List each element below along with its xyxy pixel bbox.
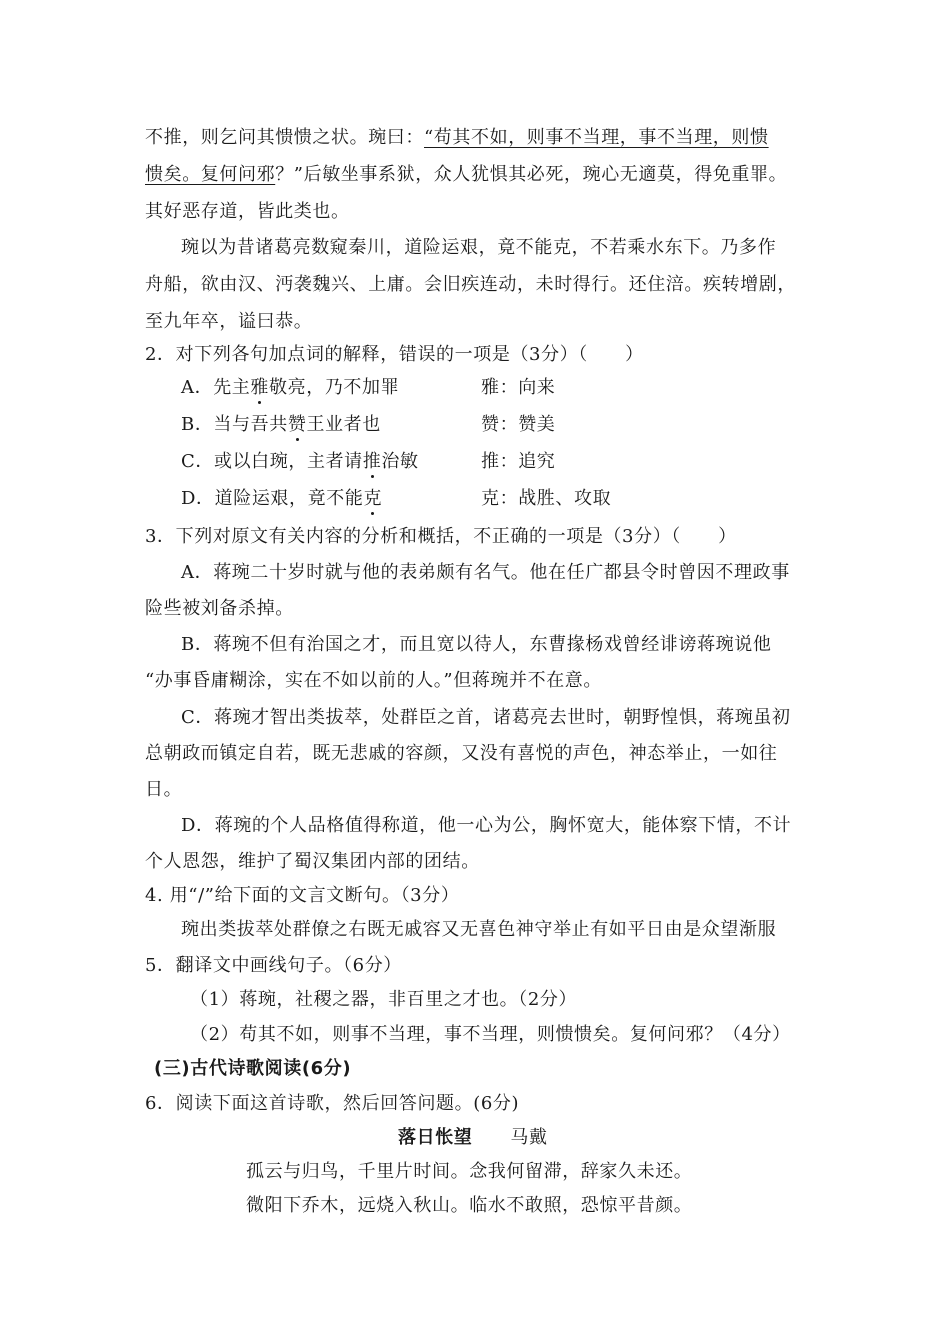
poem-title [398, 1126, 548, 1150]
option-c-cont: 日。 [145, 779, 183, 800]
question-6-stem: 6．阅读下面这首诗歌，然后回答问题。(6分) [145, 1093, 520, 1114]
option-text: D．道险运艰，竟不能 [181, 488, 364, 509]
underlined-sentence: “苟其不如，则事不当理，事不当理，则愦 [424, 127, 769, 148]
option-a [181, 376, 399, 400]
section-heading: (三)古代诗歌阅读(6分) [154, 1058, 352, 1079]
dotted-word: 推 [362, 451, 382, 472]
option-c: C．蒋琬才智出类拔萃，处群臣之首，诸葛亮去世时，朝野惶惧，蒋琬虽初 [181, 707, 791, 728]
underlined-sentence: 愦矣。复何问邪 [145, 164, 276, 185]
passage-line [145, 126, 769, 150]
passage-line: 至九年卒，谥曰恭。 [145, 311, 313, 332]
option-d [181, 487, 382, 511]
passage-line: 其好恶存道，皆此类也。 [145, 201, 350, 222]
passage-line [145, 163, 787, 187]
question-2-stem: 2．对下列各句加点词的解释，错误的一项是（3分）（ ） [145, 344, 644, 365]
poem-title-text: 落日怅望 [398, 1127, 473, 1148]
option-b-explanation: 赞：赞美 [481, 414, 556, 435]
poem-line: 孤云与归鸟，千里片时间。念我何留滞，辞家久未还。 [246, 1161, 693, 1182]
option-text: 治敏 [381, 451, 419, 472]
option-text: A．先主 [181, 377, 251, 398]
passage-line: 舟船，欲由汉、沔袭魏兴、上庸。会旧疾连动，未时得行。还住涪。疾转增剧， [145, 274, 796, 295]
option-c [181, 450, 419, 474]
option-a-explanation: 雅：向来 [481, 377, 556, 398]
passage-text: 不推，则乞问其愦愦之状。琬曰： [145, 127, 424, 148]
passage-line: 琬以为昔诸葛亮数窥秦川，道险运艰，竟不能克，不若乘水东下。乃多作 [181, 237, 777, 258]
option-text: C．或以白琬，主者请 [181, 451, 363, 472]
question-3-stem: 3．下列对原文有关内容的分析和概括，不正确的一项是（3分）（ ） [145, 526, 737, 547]
dotted-word: 赞 [287, 414, 307, 435]
question-4-stem: 4. 用“/”给下面的文言文断句。（3分） [145, 885, 460, 906]
option-text: 敬亮，乃不加罪 [269, 377, 400, 398]
option-a: A．蒋琬二十岁时就与他的表弟颇有名气。他在任广都县令时曾因不理政事 [181, 562, 790, 583]
dotted-word: 雅 [250, 377, 270, 398]
option-a-cont: 险些被刘备杀掉。 [145, 598, 294, 619]
option-c-cont: 总朝政而镇定自若，既无悲戚的容颜，又没有喜悦的声色，神态举止，一如往 [145, 743, 778, 764]
option-text: 王业者也 [306, 414, 381, 435]
translation-item-1: （1）蒋琬，社稷之器，非百里之才也。（2分） [190, 989, 578, 1010]
option-b-cont: “办事昏庸糊涂，实在不如以前的人。”但蒋琬并不在意。 [145, 670, 603, 691]
dotted-word: 克 [363, 488, 383, 509]
translation-item-2: （2）苟其不如，则事不当理，事不当理，则愦愦矣。复何问邪？（4分） [190, 1024, 791, 1045]
option-c-explanation: 推：追究 [481, 451, 556, 472]
option-d: D．蒋琬的个人品格值得称道，他一心为公，胸怀宽大，能体察下情，不计 [181, 815, 792, 836]
option-b: B．蒋琬不但有治国之才，而且宽以待人，东曹掾杨戏曾经诽谤蒋琬说他 [181, 634, 772, 655]
option-text: B．当与吾共 [181, 414, 288, 435]
question-4-text: 琬出类拔萃处群僚之右既无戚容又无喜色神守举止有如平日由是众望渐服 [181, 919, 777, 940]
option-d-cont: 个人恩怨，维护了蜀汉集团内部的团结。 [145, 851, 480, 872]
passage-text: ？”后敏坐事系狱，众人犹惧其必死，琬心无適莫，得免重罪。 [275, 164, 788, 185]
option-d-explanation: 克：战胜、攻取 [481, 488, 612, 509]
option-b [181, 413, 381, 437]
poem-line: 微阳下乔木，远烧入秋山。临水不敢照，恐惊平昔颜。 [246, 1195, 693, 1216]
poem-author: 马戴 [510, 1127, 548, 1148]
question-5-stem: 5．翻译文中画线句子。（6分） [145, 955, 402, 976]
